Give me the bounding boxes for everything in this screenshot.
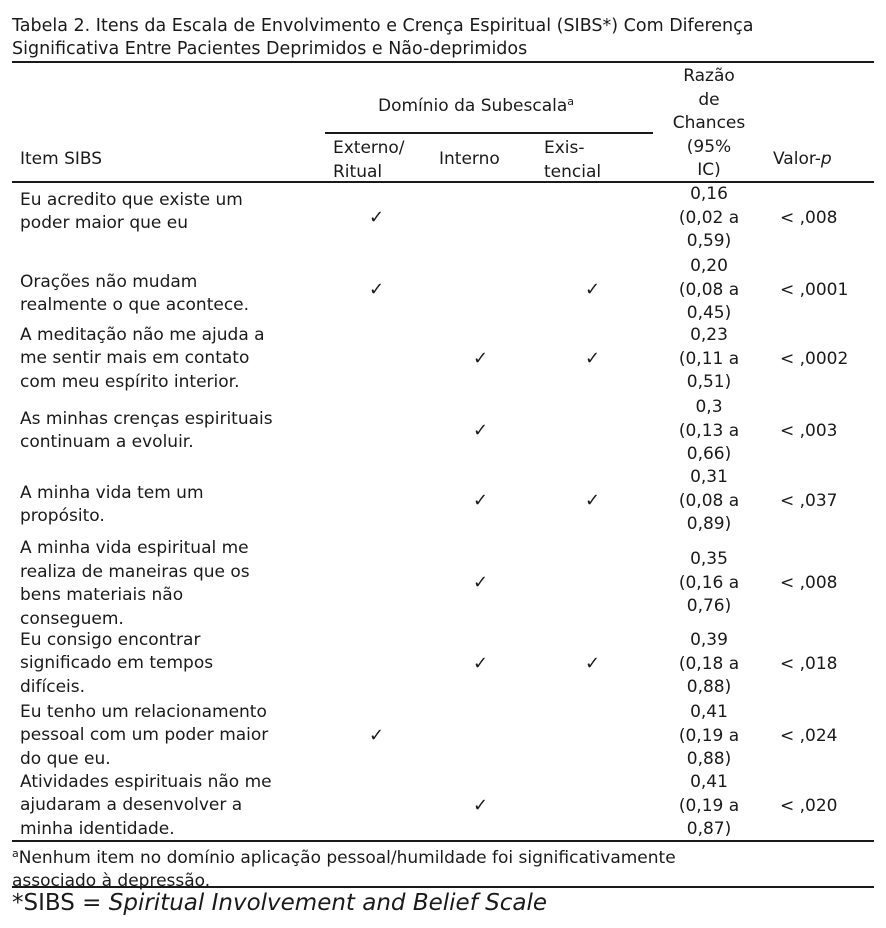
table-row-item [20,701,268,772]
existencial-header: Exis- tencial [544,138,602,182]
table-title-line-1: Tabela 2. Itens da Escala de Envolvimento e Crença Espiritual (SIBS*) Com Diferença [12,16,754,36]
interno-check-icon: ✓ [473,490,489,511]
odds-ratio-line: 0,66) [686,444,732,464]
subscale-group-header: Domínio da Subescala$^a$ [378,95,575,116]
odds-ratio-line: (0,18 a [678,653,740,674]
odds-ratio-line: (0,19 a [678,725,740,746]
table-title [12,15,753,61]
interno-check-icon: ✓ [473,795,489,816]
interno-check-icon: ✓ [473,348,489,369]
odds-ratio-line: 0,88) [686,749,732,769]
externo-check-icon: ✓ [369,279,385,300]
table-row-item-line: realiza de maneiras que os [20,561,250,582]
table-row-item [20,189,243,236]
footnote-line-2: associado à depressão. [12,871,211,891]
externo-header: Externo/ Ritual [333,138,405,182]
table-row-item-line: ajudaram a desenvolver a [20,795,243,816]
table-title-line-2: Significativa Entre Pacientes Deprimidos e Não-deprimidos [12,39,528,59]
existencial-check-icon: ✓ [585,490,601,511]
table-row-item-line: difíceis. [20,676,86,697]
top-rule [12,61,874,63]
odds-ratio-line: 0,41 [690,702,728,722]
interno-check-icon: ✓ [473,420,489,441]
p-value-cell: < ,018 [780,653,838,674]
table-row-item-line: Atividades espirituais não me [20,771,272,792]
subscale-rule [325,132,653,134]
p-value-header: Valor-p [773,149,832,169]
odds-ratio-line: (0,19 a [678,795,740,816]
odds-ratio-line: 0,89) [686,514,732,534]
table-row-item-line: conseguem. [20,608,124,629]
table-row-item-line: A minha vida tem um [20,482,204,503]
table-row-item [20,324,265,395]
table-row-item-line: pessoal com um poder maior [20,725,269,746]
table-row-item-line: me sentir mais em contato [20,348,250,369]
table-row-item-line: A minha vida espiritual me [20,538,249,558]
table-row-item-line: bens materiais não [20,585,184,605]
odds-ratio-cell [660,255,758,326]
odds-ratio-cell [660,701,758,772]
odds-ratio-line: 0,88) [686,677,732,697]
table-row-item [20,271,249,318]
existencial-check-icon: ✓ [585,653,601,674]
table-row-item [20,629,213,700]
odds-ratio-cell [660,466,758,537]
externo-check-icon: ✓ [369,207,385,228]
externo-check-icon: ✓ [369,725,385,746]
p-value-cell: < ,0001 [780,279,849,300]
odds-ratio-cell [660,324,758,395]
odds-ratio-line: (0,08 a [678,279,740,300]
odds-ratio-cell [660,183,758,254]
p-value-cell: < ,024 [780,725,838,746]
table-row-item-line: minha identidade. [20,818,175,839]
odds-ratio-cell [660,548,758,619]
interno-check-icon: ✓ [473,572,489,593]
odds-ratio-line: 0,87) [686,819,732,839]
table-row-item [20,771,272,842]
odds-ratio-line: 0,3 [695,397,723,417]
odds-ratio-line: 0,59) [686,231,732,251]
interno-header: Interno [439,149,500,169]
odds-ratio-line: 0,35 [690,549,728,569]
odds-ratio-line: 0,31 [690,467,728,487]
existencial-check-icon: ✓ [585,348,601,369]
table-row-item-line: realmente o que acontece. [20,295,250,315]
table-row-item-line: continuam a evoluir. [20,432,194,452]
interno-check-icon: ✓ [473,653,489,674]
p-value-cell: < ,008 [780,572,838,593]
odds-ratio-line: 0,16 [690,184,728,204]
odds-ratio-line: 0,20 [690,256,728,276]
odds-ratio-line: (0,02 a [678,207,740,228]
p-value-cell: < ,020 [780,795,838,816]
odds-ratio-line: 0,45) [686,303,732,323]
p-value-cell: < ,0002 [780,348,849,369]
odds-ratio-line: (0,08 a [678,490,740,511]
table-row-item-line: Eu tenho um relacionamento [20,701,267,722]
footnote [12,842,676,893]
p-value-cell: < ,008 [780,207,838,228]
footnote-line-1: $^a$Nenhum item no domínio aplicação pessoal/humildade foi significativamente [12,847,676,868]
table-row-item-line: Eu consigo encontrar [20,629,201,650]
table-row-item [20,482,204,529]
item-header: Item SIBS [20,149,103,169]
odds-ratio-line: (0,11 a [678,348,740,369]
existencial-check-icon: ✓ [585,279,601,300]
p-value-cell: < ,003 [780,420,838,441]
odds-ratio-line: 0,76) [686,596,732,616]
odds-ratio-header: Razão de Chances (95% IC) [672,66,746,180]
p-value-cell: < ,037 [780,490,838,511]
odds-ratio-cell [660,629,758,700]
table-row-item-line: do que eu. [20,748,111,769]
table-row-item-line: significado em tempos [20,653,214,674]
table-row-item [20,537,250,631]
odds-ratio-line: 0,39 [690,630,728,650]
odds-ratio-cell [660,396,758,467]
odds-ratio-line: (0,13 a [678,420,740,441]
table-row-item [20,408,273,455]
table-row-item-line: com meu espírito interior. [20,371,240,392]
sibs-legend: *SIBS = Spiritual Involvement and Belief Scale [12,890,547,916]
odds-ratio-cell [660,771,758,842]
table-row-item-line: A meditação não me ajuda a [20,324,265,345]
table-row-item-line: Eu acredito que existe um [20,189,243,210]
odds-ratio-line: 0,23 [690,325,728,345]
table-row-item-line: poder maior que eu [20,213,188,233]
odds-ratio-line: (0,16 a [678,572,740,593]
table-row-item-line: Orações não mudam [20,271,198,292]
table-row-item-line: propósito. [20,506,105,526]
odds-ratio-line: 0,41 [690,772,728,792]
odds-ratio-line: 0,51) [686,372,732,392]
table-row-item-line: As minhas crenças espirituais [20,408,273,429]
